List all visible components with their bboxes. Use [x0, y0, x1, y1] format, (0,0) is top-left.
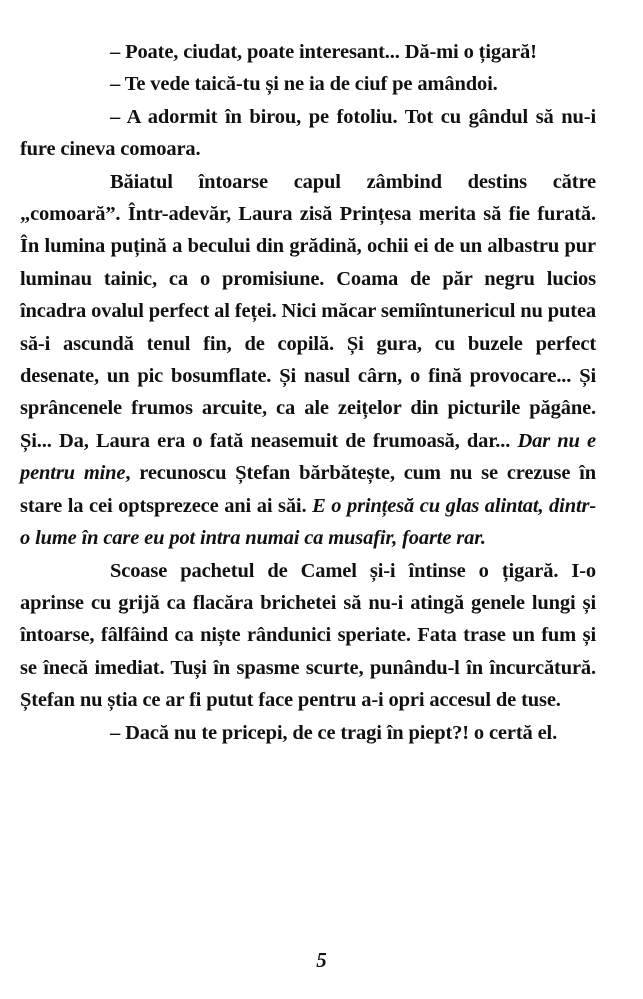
text-segment: – Dacă nu te pricepi, de ce tragi în piept?! o certă el.	[110, 721, 558, 744]
page-number: 5	[316, 948, 327, 972]
text-segment: Băiatul întoarse capul zâmbind destins către „comoară”. Într-adevăr, Laura zisă Prințesa merita să fie furată. În lumina puțină a becului din grădină, ochii ei de un albastru pur luminau tainic, ca o promisiune. Coama de păr negru lucios încadra ovalul perfect al feței. Nici măcar semiîntunericul nu putea să-i ascundă tenul fin, de copilă. Și gura, cu buzele perfect desenate, un pic bosumflate. Și nasul cârn, o fină provocare... Și sprâncenele frumos arcuite, ca ale zeițelor din picturile păgâne. Și... Da, Laura era o fată neasemuit de frumoasă, dar...	[20, 170, 596, 452]
paragraph	[20, 68, 596, 100]
paragraph	[20, 36, 596, 68]
paragraph	[20, 166, 596, 555]
text-segment: – A adormit în birou, pe fotoliu. Tot cu gândul să nu-i fure cineva comoara.	[20, 105, 596, 161]
text-segment: , recunoscu Ștefan bărbătește, cum nu se crezuse în stare la cei optsprezece ani ai săi.	[20, 462, 596, 517]
text-segment: – Poate, ciudat, poate interesant... Dă-mi o țigară!	[110, 41, 537, 63]
paragraph	[20, 717, 596, 749]
body-text	[20, 36, 596, 749]
paragraph	[20, 101, 596, 166]
italic-text-segment: Dar nu e pentru mine	[20, 429, 597, 485]
text-segment: – Te vede taică-tu și ne ia de ciuf pe amândoi.	[110, 73, 498, 96]
italic-text-segment: E o prințesă cu glas alintat, dintr-o lume în care eu pot intra numai ca musafir, foarte rar.	[20, 494, 597, 550]
text-segment: Scoase pachetul de Camel și-i întinse o țigară. I-o aprinse cu grijă ca flacăra brichetei să nu-i atingă genele lungi și întoarse, fâlfâind ca niște rândunici speriate. Fata trase un fum și se înecă imediat. Tuși în spasme scurte, punându-l în încurcătură. Ștefan nu știa ce ar fi putut face pentru a-i opri accesul de tuse.	[20, 559, 596, 712]
paragraph	[20, 555, 596, 717]
